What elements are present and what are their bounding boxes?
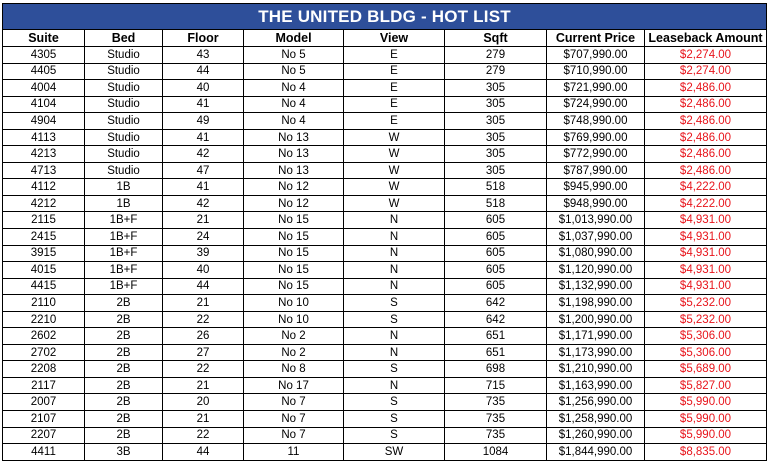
table-row	[3, 179, 767, 196]
cell-view: E	[344, 80, 445, 97]
cell-model: No 15	[244, 278, 344, 295]
header-view: View	[344, 30, 445, 47]
cell-bed: Studio	[85, 80, 163, 97]
cell-view: N	[344, 344, 445, 361]
cell-current-price: $1,260,990.00	[547, 427, 645, 444]
cell-model: No 15	[244, 229, 344, 246]
cell-model: No 10	[244, 295, 344, 312]
cell-view: E	[344, 113, 445, 130]
cell-suite: 2115	[3, 212, 85, 229]
cell-suite: 4113	[3, 129, 85, 146]
cell-current-price: $710,990.00	[547, 63, 645, 80]
cell-current-price: $948,990.00	[547, 195, 645, 212]
table-row	[3, 311, 767, 328]
cell-leaseback-amount: $2,486.00	[645, 146, 767, 163]
cell-leaseback-amount: $5,689.00	[645, 361, 767, 378]
cell-suite: 2117	[3, 377, 85, 394]
cell-sqft: 305	[445, 129, 547, 146]
cell-current-price: $787,990.00	[547, 162, 645, 179]
cell-current-price: $1,013,990.00	[547, 212, 645, 229]
cell-sqft: 518	[445, 179, 547, 196]
cell-sqft: 305	[445, 162, 547, 179]
cell-model: No 13	[244, 146, 344, 163]
cell-sqft: 651	[445, 328, 547, 345]
cell-floor: 22	[163, 361, 244, 378]
cell-current-price: $721,990.00	[547, 80, 645, 97]
cell-view: N	[344, 328, 445, 345]
cell-leaseback-amount: $5,232.00	[645, 311, 767, 328]
cell-bed: Studio	[85, 96, 163, 113]
cell-floor: 20	[163, 394, 244, 411]
table-row	[3, 361, 767, 378]
cell-current-price: $1,037,990.00	[547, 229, 645, 246]
header-suite: Suite	[3, 30, 85, 47]
cell-view: N	[344, 229, 445, 246]
header-leaseback-amount: Leaseback Amount	[645, 30, 767, 47]
cell-model: No 2	[244, 344, 344, 361]
header-row	[3, 30, 767, 47]
cell-suite: 2210	[3, 311, 85, 328]
cell-bed: Studio	[85, 146, 163, 163]
table-row	[3, 129, 767, 146]
cell-floor: 24	[163, 229, 244, 246]
cell-suite: 2415	[3, 229, 85, 246]
cell-sqft: 279	[445, 63, 547, 80]
cell-model: No 2	[244, 328, 344, 345]
title-row	[3, 4, 767, 30]
cell-model: No 13	[244, 162, 344, 179]
table-row	[3, 344, 767, 361]
cell-sqft: 735	[445, 394, 547, 411]
cell-leaseback-amount: $2,274.00	[645, 47, 767, 64]
cell-leaseback-amount: $5,990.00	[645, 394, 767, 411]
cell-bed: 2B	[85, 377, 163, 394]
cell-floor: 43	[163, 47, 244, 64]
cell-model: No 7	[244, 427, 344, 444]
cell-leaseback-amount: $5,232.00	[645, 295, 767, 312]
cell-model: No 12	[244, 195, 344, 212]
cell-model: No 15	[244, 245, 344, 262]
cell-model: No 8	[244, 361, 344, 378]
cell-bed: 2B	[85, 295, 163, 312]
cell-leaseback-amount: $4,931.00	[645, 245, 767, 262]
cell-bed: 1B+F	[85, 212, 163, 229]
table-title: THE UNITED BLDG - HOT LIST	[3, 4, 767, 30]
cell-current-price: $1,198,990.00	[547, 295, 645, 312]
cell-sqft: 518	[445, 195, 547, 212]
cell-model: No 13	[244, 129, 344, 146]
cell-current-price: $1,258,990.00	[547, 411, 645, 428]
cell-current-price: $707,990.00	[547, 47, 645, 64]
cell-current-price: $1,163,990.00	[547, 377, 645, 394]
cell-bed: 2B	[85, 361, 163, 378]
table-row	[3, 394, 767, 411]
cell-view: S	[344, 295, 445, 312]
cell-sqft: 305	[445, 146, 547, 163]
cell-leaseback-amount: $4,222.00	[645, 179, 767, 196]
hot-list-table	[2, 3, 767, 461]
table-row	[3, 146, 767, 163]
cell-view: SW	[344, 444, 445, 461]
header-floor: Floor	[163, 30, 244, 47]
cell-floor: 44	[163, 63, 244, 80]
cell-sqft: 305	[445, 113, 547, 130]
cell-suite: 4305	[3, 47, 85, 64]
table-row	[3, 262, 767, 279]
cell-leaseback-amount: $5,306.00	[645, 328, 767, 345]
cell-view: E	[344, 47, 445, 64]
cell-sqft: 605	[445, 229, 547, 246]
table-row	[3, 195, 767, 212]
cell-floor: 49	[163, 113, 244, 130]
table-row	[3, 245, 767, 262]
cell-leaseback-amount: $8,835.00	[645, 444, 767, 461]
cell-suite: 4015	[3, 262, 85, 279]
cell-current-price: $772,990.00	[547, 146, 645, 163]
cell-model: No 4	[244, 113, 344, 130]
table-row	[3, 80, 767, 97]
cell-sqft: 279	[445, 47, 547, 64]
cell-suite: 4405	[3, 63, 85, 80]
cell-leaseback-amount: $5,990.00	[645, 427, 767, 444]
cell-bed: Studio	[85, 162, 163, 179]
cell-suite: 3915	[3, 245, 85, 262]
cell-leaseback-amount: $5,827.00	[645, 377, 767, 394]
cell-view: S	[344, 361, 445, 378]
cell-current-price: $945,990.00	[547, 179, 645, 196]
cell-view: S	[344, 411, 445, 428]
cell-model: No 4	[244, 80, 344, 97]
cell-floor: 41	[163, 179, 244, 196]
cell-leaseback-amount: $2,486.00	[645, 129, 767, 146]
cell-suite: 4415	[3, 278, 85, 295]
header-model: Model	[244, 30, 344, 47]
cell-view: S	[344, 427, 445, 444]
table-row	[3, 295, 767, 312]
cell-bed: Studio	[85, 129, 163, 146]
cell-current-price: $1,171,990.00	[547, 328, 645, 345]
cell-suite: 4104	[3, 96, 85, 113]
cell-floor: 47	[163, 162, 244, 179]
cell-bed: 1B	[85, 179, 163, 196]
cell-suite: 2702	[3, 344, 85, 361]
cell-model: 11	[244, 444, 344, 461]
cell-floor: 39	[163, 245, 244, 262]
hot-list-sheet	[2, 3, 766, 461]
cell-model: No 5	[244, 63, 344, 80]
cell-bed: 2B	[85, 328, 163, 345]
cell-sqft: 605	[445, 278, 547, 295]
cell-sqft: 642	[445, 311, 547, 328]
cell-view: N	[344, 377, 445, 394]
cell-bed: 2B	[85, 311, 163, 328]
cell-floor: 26	[163, 328, 244, 345]
cell-bed: 2B	[85, 394, 163, 411]
cell-sqft: 735	[445, 411, 547, 428]
cell-sqft: 642	[445, 295, 547, 312]
cell-floor: 42	[163, 195, 244, 212]
cell-view: E	[344, 63, 445, 80]
cell-bed: 2B	[85, 427, 163, 444]
cell-sqft: 1084	[445, 444, 547, 461]
cell-sqft: 305	[445, 96, 547, 113]
cell-suite: 2107	[3, 411, 85, 428]
cell-view: S	[344, 394, 445, 411]
cell-suite: 4212	[3, 195, 85, 212]
cell-model: No 17	[244, 377, 344, 394]
cell-view: N	[344, 278, 445, 295]
cell-model: No 12	[244, 179, 344, 196]
cell-suite: 2602	[3, 328, 85, 345]
cell-model: No 15	[244, 262, 344, 279]
cell-view: W	[344, 195, 445, 212]
cell-model: No 10	[244, 311, 344, 328]
table-row	[3, 444, 767, 461]
cell-bed: 1B	[85, 195, 163, 212]
header-current-price: Current Price	[547, 30, 645, 47]
cell-suite: 4713	[3, 162, 85, 179]
table-row	[3, 328, 767, 345]
cell-model: No 15	[244, 212, 344, 229]
cell-leaseback-amount: $2,274.00	[645, 63, 767, 80]
cell-sqft: 305	[445, 80, 547, 97]
table-row	[3, 47, 767, 64]
cell-leaseback-amount: $2,486.00	[645, 113, 767, 130]
cell-leaseback-amount: $5,990.00	[645, 411, 767, 428]
cell-sqft: 715	[445, 377, 547, 394]
table-row	[3, 229, 767, 246]
cell-leaseback-amount: $2,486.00	[645, 80, 767, 97]
cell-current-price: $724,990.00	[547, 96, 645, 113]
cell-floor: 21	[163, 411, 244, 428]
table-body	[3, 47, 767, 461]
header-sqft: Sqft	[445, 30, 547, 47]
cell-bed: 3B	[85, 444, 163, 461]
cell-suite: 4112	[3, 179, 85, 196]
cell-model: No 5	[244, 47, 344, 64]
cell-sqft: 651	[445, 344, 547, 361]
cell-suite: 4904	[3, 113, 85, 130]
cell-current-price: $1,173,990.00	[547, 344, 645, 361]
cell-floor: 41	[163, 96, 244, 113]
cell-leaseback-amount: $4,931.00	[645, 212, 767, 229]
cell-floor: 42	[163, 146, 244, 163]
cell-bed: Studio	[85, 113, 163, 130]
cell-bed: 1B+F	[85, 245, 163, 262]
cell-leaseback-amount: $4,931.00	[645, 229, 767, 246]
cell-sqft: 605	[445, 262, 547, 279]
cell-leaseback-amount: $4,931.00	[645, 262, 767, 279]
cell-suite: 4004	[3, 80, 85, 97]
cell-floor: 27	[163, 344, 244, 361]
table-row	[3, 113, 767, 130]
table-row	[3, 162, 767, 179]
cell-suite: 4213	[3, 146, 85, 163]
cell-floor: 21	[163, 295, 244, 312]
cell-view: W	[344, 129, 445, 146]
cell-model: No 7	[244, 394, 344, 411]
cell-current-price: $1,844,990.00	[547, 444, 645, 461]
cell-current-price: $1,210,990.00	[547, 361, 645, 378]
cell-bed: 2B	[85, 344, 163, 361]
cell-leaseback-amount: $2,486.00	[645, 162, 767, 179]
cell-bed: Studio	[85, 47, 163, 64]
cell-leaseback-amount: $4,222.00	[645, 195, 767, 212]
cell-sqft: 698	[445, 361, 547, 378]
cell-sqft: 735	[445, 427, 547, 444]
cell-suite: 2110	[3, 295, 85, 312]
cell-sqft: 605	[445, 245, 547, 262]
cell-bed: 2B	[85, 411, 163, 428]
cell-view: N	[344, 262, 445, 279]
cell-bed: 1B+F	[85, 278, 163, 295]
table-row	[3, 377, 767, 394]
cell-current-price: $748,990.00	[547, 113, 645, 130]
cell-floor: 41	[163, 129, 244, 146]
cell-view: W	[344, 179, 445, 196]
cell-current-price: $1,080,990.00	[547, 245, 645, 262]
cell-view: W	[344, 146, 445, 163]
cell-floor: 40	[163, 80, 244, 97]
cell-floor: 40	[163, 262, 244, 279]
cell-leaseback-amount: $2,486.00	[645, 96, 767, 113]
cell-bed: 1B+F	[85, 229, 163, 246]
cell-model: No 7	[244, 411, 344, 428]
cell-leaseback-amount: $4,931.00	[645, 278, 767, 295]
table-row	[3, 63, 767, 80]
cell-sqft: 605	[445, 212, 547, 229]
cell-leaseback-amount: $5,306.00	[645, 344, 767, 361]
cell-floor: 22	[163, 427, 244, 444]
table-row	[3, 96, 767, 113]
cell-bed: Studio	[85, 63, 163, 80]
cell-suite: 2007	[3, 394, 85, 411]
header-bed: Bed	[85, 30, 163, 47]
cell-view: W	[344, 162, 445, 179]
cell-view: E	[344, 96, 445, 113]
table-row	[3, 411, 767, 428]
table-row	[3, 427, 767, 444]
cell-floor: 44	[163, 278, 244, 295]
cell-current-price: $1,120,990.00	[547, 262, 645, 279]
cell-suite: 2208	[3, 361, 85, 378]
table-row	[3, 212, 767, 229]
cell-current-price: $1,132,990.00	[547, 278, 645, 295]
table-row	[3, 278, 767, 295]
cell-view: N	[344, 245, 445, 262]
cell-suite: 2207	[3, 427, 85, 444]
cell-floor: 44	[163, 444, 244, 461]
cell-bed: 1B+F	[85, 262, 163, 279]
cell-view: S	[344, 311, 445, 328]
cell-current-price: $1,256,990.00	[547, 394, 645, 411]
cell-current-price: $1,200,990.00	[547, 311, 645, 328]
cell-floor: 21	[163, 212, 244, 229]
cell-model: No 4	[244, 96, 344, 113]
cell-current-price: $769,990.00	[547, 129, 645, 146]
cell-floor: 22	[163, 311, 244, 328]
cell-floor: 21	[163, 377, 244, 394]
cell-view: N	[344, 212, 445, 229]
cell-suite: 4411	[3, 444, 85, 461]
